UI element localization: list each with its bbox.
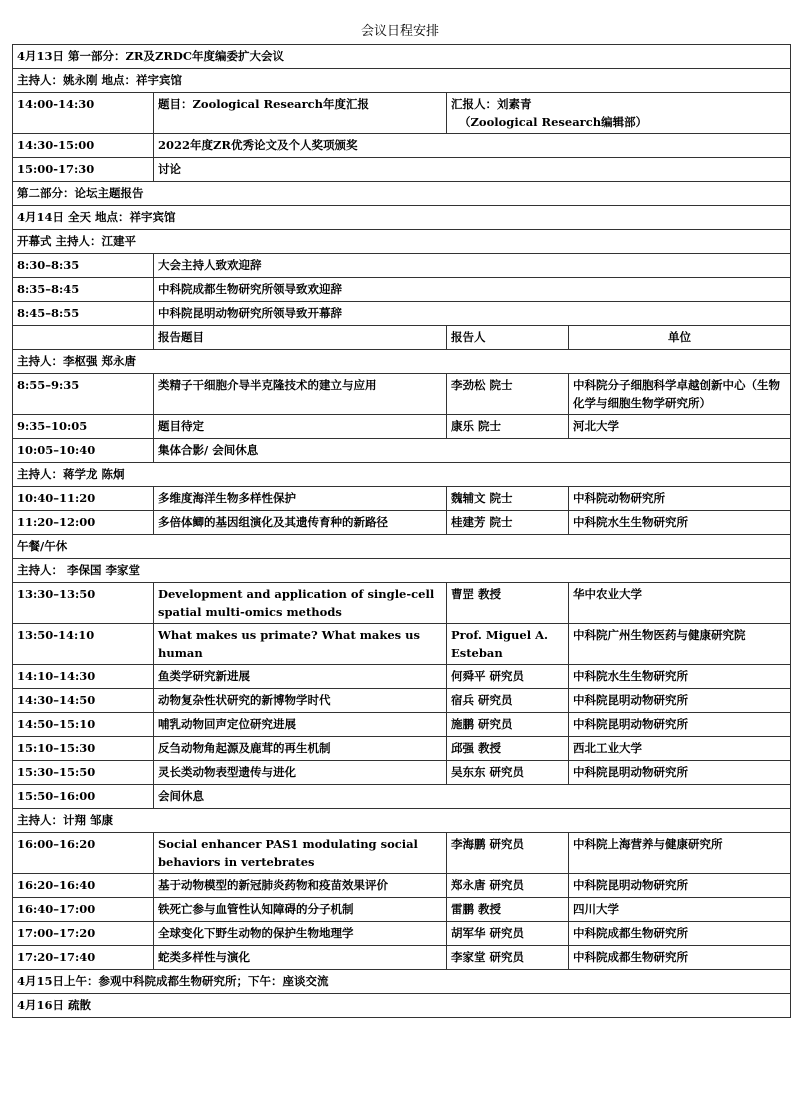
table-row [13,326,791,350]
table-row [13,69,791,93]
day-header: 4月14日 全天 地点：祥宇宾馆 [13,206,791,230]
reporter-cell: Prof. Miguel A. Esteban [447,624,569,665]
topic-cell: 中科院昆明动物研究所领导致开幕辞 [154,302,791,326]
time-cell: 8:30–8:35 [13,254,154,278]
reporter-cell: 李海鹏 研究员 [447,833,569,874]
time-cell: 14:30-15:00 [13,134,154,158]
table-row [13,45,791,69]
time-cell: 10:40–11:20 [13,487,154,511]
table-row [13,415,791,439]
host-row: 主持人：计翔 邹康 [13,809,791,833]
unit-cell: 河北大学 [569,415,791,439]
unit-cell: 中科院水生生物研究所 [569,511,791,535]
reporter-cell: 康乐 院士 [447,415,569,439]
reporter-cell: 雷鹏 教授 [447,898,569,922]
reporter-cell: 邱强 教授 [447,737,569,761]
topic-cell: 全球变化下野生动物的保护生物地理学 [154,922,447,946]
table-row [13,374,791,415]
table-row [13,970,791,994]
table-row [13,833,791,874]
unit-cell: 中科院分子细胞科学卓越创新中心（生物化学与细胞生物学研究所） [569,374,791,415]
host-row: 主持人： 李保国 李家堂 [13,559,791,583]
unit-cell: 四川大学 [569,898,791,922]
topic-cell: 灵长类动物表型遗传与进化 [154,761,447,785]
unit-cell: 中科院动物研究所 [569,487,791,511]
table-row [13,158,791,182]
table-row [13,737,791,761]
day-header: 4月15日上午：参观中科院成都生物研究所；下午：座谈交流 [13,970,791,994]
table-row [13,559,791,583]
table-row [13,230,791,254]
table-row [13,624,791,665]
reporter-cell: 宿兵 研究员 [447,689,569,713]
unit-cell: 华中农业大学 [569,583,791,624]
table-row [13,93,791,134]
reporter-cell: 吴东东 研究员 [447,761,569,785]
time-cell: 14:10–14:30 [13,665,154,689]
reporter-cell: 魏辅文 院士 [447,487,569,511]
reporter-cell [447,93,791,134]
time-cell: 13:30–13:50 [13,583,154,624]
table-row [13,946,791,970]
unit-cell: 中科院昆明动物研究所 [569,761,791,785]
table-row [13,206,791,230]
host-row: 主持人：蒋学龙 陈炯 [13,463,791,487]
time-cell: 15:50–16:00 [13,785,154,809]
time-cell: 16:20–16:40 [13,874,154,898]
lunch-row: 午餐/午休 [13,535,791,559]
table-row [13,302,791,326]
reporter-header: 报告人 [447,326,569,350]
table-row [13,583,791,624]
unit-cell: 中科院昆明动物研究所 [569,713,791,737]
time-cell: 14:50–15:10 [13,713,154,737]
topic-cell: 鱼类学研究新进展 [154,665,447,689]
time-cell: 8:55–9:35 [13,374,154,415]
reporter-name: 汇报人：刘素青 [451,97,532,111]
topic-cell: 题目待定 [154,415,447,439]
host-row: 开幕式 主持人：江建平 [13,230,791,254]
time-cell: 14:30–14:50 [13,689,154,713]
time-cell: 10:05–10:40 [13,439,154,463]
table-row [13,535,791,559]
time-cell: 17:20–17:40 [13,946,154,970]
topic-cell: 蛇类多样性与演化 [154,946,447,970]
topic-cell: 2022年度ZR优秀论文及个人奖项颁奖 [154,134,791,158]
table-row [13,439,791,463]
unit-cell: 中科院昆明动物研究所 [569,874,791,898]
reporter-cell: 施鹏 研究员 [447,713,569,737]
table-row [13,487,791,511]
unit-cell: 中科院成都生物研究所 [569,922,791,946]
time-header [13,326,154,350]
reporter-cell: 郑永唐 研究员 [447,874,569,898]
unit-cell: 中科院昆明动物研究所 [569,689,791,713]
topic-cell: 多维度海洋生物多样性保护 [154,487,447,511]
table-row [13,994,791,1018]
reporter-cell: 曹罡 教授 [447,583,569,624]
time-cell: 16:40–17:00 [13,898,154,922]
table-row [13,785,791,809]
unit-cell: 中科院广州生物医药与健康研究院 [569,624,791,665]
reporter-affiliation: （Zoological Research编辑部） [459,115,648,129]
day-header: 4月13日 第一部分：ZR及ZRDC年度编委扩大会议 [13,45,791,69]
topic-header: 报告题目 [154,326,447,350]
time-cell: 16:00–16:20 [13,833,154,874]
day-header: 4月16日 疏散 [13,994,791,1018]
topic-cell: 动物复杂性状研究的新博物学时代 [154,689,447,713]
host-row: 主持人：姚永刚 地点：祥宇宾馆 [13,69,791,93]
table-row [13,689,791,713]
unit-cell: 西北工业大学 [569,737,791,761]
reporter-cell: 李劲松 院士 [447,374,569,415]
time-cell: 14:00-14:30 [13,93,154,134]
topic-cell: 多倍体鲫的基因组演化及其遗传育种的新路径 [154,511,447,535]
topic-cell: 题目：Zoological Research年度汇报 [154,93,447,134]
table-row [13,665,791,689]
host-row: 主持人：李枢强 郑永唐 [13,350,791,374]
table-row [13,761,791,785]
table-row [13,713,791,737]
time-cell: 8:45–8:55 [13,302,154,326]
topic-cell: Social enhancer PAS1 modulating social behaviors in vertebrates [154,833,447,874]
table-row [13,809,791,833]
time-cell: 9:35–10:05 [13,415,154,439]
topic-cell: 类精子干细胞介导半克隆技术的建立与应用 [154,374,447,415]
unit-cell: 中科院成都生物研究所 [569,946,791,970]
table-row [13,511,791,535]
time-cell: 15:00-17:30 [13,158,154,182]
time-cell: 17:00–17:20 [13,922,154,946]
time-cell: 11:20–12:00 [13,511,154,535]
table-row [13,182,791,206]
topic-cell: 讨论 [154,158,791,182]
topic-cell: 哺乳动物回声定位研究进展 [154,713,447,737]
topic-cell: Development and application of single-cell spatial multi-omics methods [154,583,447,624]
time-cell: 15:10–15:30 [13,737,154,761]
time-cell: 15:30–15:50 [13,761,154,785]
time-cell: 13:50-14:10 [13,624,154,665]
reporter-cell: 桂建芳 院士 [447,511,569,535]
unit-cell: 中科院上海营养与健康研究所 [569,833,791,874]
time-cell: 8:35–8:45 [13,278,154,302]
reporter-cell: 李家堂 研究员 [447,946,569,970]
topic-cell: What makes us primate? What makes us human [154,624,447,665]
table-row [13,350,791,374]
unit-header: 单位 [569,326,791,350]
table-row [13,898,791,922]
part-header: 第二部分：论坛主题报告 [13,182,791,206]
topic-cell: 会间休息 [154,785,791,809]
reporter-cell: 何舜平 研究员 [447,665,569,689]
schedule-table [12,44,791,1018]
table-row [13,254,791,278]
table-row [13,874,791,898]
page-title: 会议日程安排 [360,24,439,39]
table-row [13,134,791,158]
unit-cell: 中科院水生生物研究所 [569,665,791,689]
topic-cell: 大会主持人致欢迎辞 [154,254,791,278]
topic-cell: 集体合影/ 会间休息 [154,439,791,463]
table-row [13,922,791,946]
table-row [13,278,791,302]
topic-cell: 中科院成都生物研究所领导致欢迎辞 [154,278,791,302]
topic-cell: 反刍动物角起源及鹿茸的再生机制 [154,737,447,761]
table-row [13,463,791,487]
topic-cell: 铁死亡参与血管性认知障碍的分子机制 [154,898,447,922]
topic-cell: 基于动物模型的新冠肺炎药物和疫苗效果评价 [154,874,447,898]
reporter-cell: 胡军华 研究员 [447,922,569,946]
